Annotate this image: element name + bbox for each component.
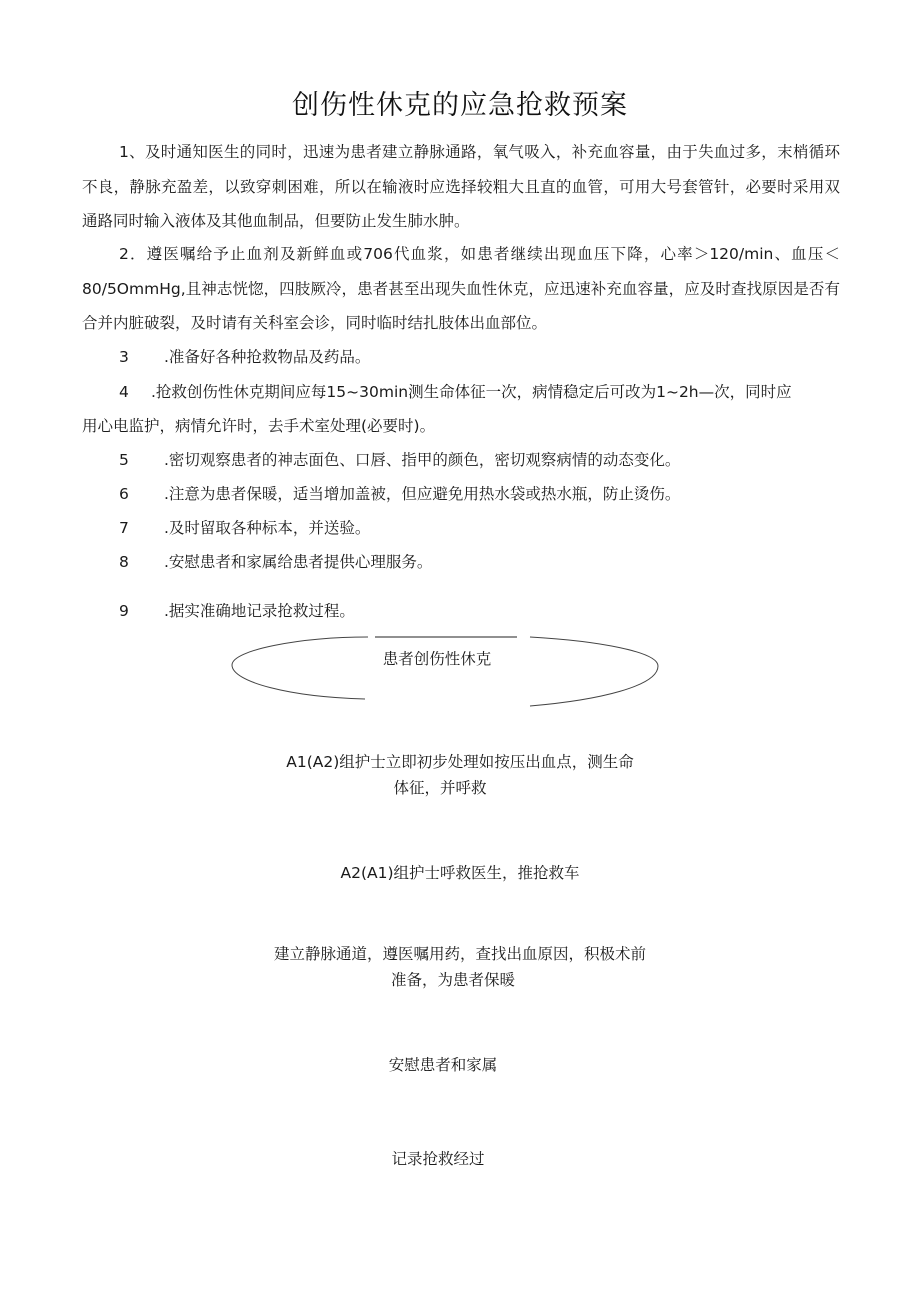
flowchart-step-5	[0, 1146, 920, 1172]
list-item-7	[119, 511, 370, 545]
list-item-6	[119, 477, 680, 511]
list-item-number: 6	[119, 485, 129, 503]
list-item-number: 3	[119, 348, 129, 366]
list-item-4-continuation	[82, 409, 435, 443]
flowchart-step-5-text: 记录抢救经过	[391, 1150, 485, 1168]
flowchart-step-1	[0, 749, 920, 801]
flowchart-step-4-text: 安慰患者和家属	[388, 1056, 498, 1074]
list-item-text: .密切观察患者的神志面色、口唇、指甲的颜色，密切观察病情的动态变化。	[164, 451, 681, 469]
page-title: 创伤性休克的应急抢救预案	[292, 90, 628, 121]
paragraph-2-text: 2．遵医嘱给予止血剂及新鲜血或706代血浆，如患者继续出现血压下降，心率＞120/min、血压＜80/5OmmHg,且神志恍惚，四肢厥冷，患者甚至出现失血性休克，应迅速补充血容量，应及时查找原因是否有合并内脏破裂，及时请有关科室会诊，同时临时结扎肢体出血部位。	[82, 245, 840, 332]
list-item-8	[119, 545, 432, 579]
flowchart-step-4	[0, 1052, 920, 1078]
list-item-3	[119, 340, 370, 374]
flowchart-step-3-line-1: 建立静脉通道，遵医嘱用药，查找出血原因，积极术前	[273, 945, 646, 963]
list-item-number: 8	[119, 553, 129, 571]
list-item-5	[119, 443, 680, 477]
list-item-text: .及时留取各种标本，并送验。	[164, 519, 371, 537]
list-item-number: 5	[119, 451, 129, 469]
list-item-text: .注意为患者保暖，适当增加盖被，但应避免用热水袋或热水瓶，防止烫伤。	[164, 485, 681, 503]
flowchart-step-3	[0, 941, 920, 993]
paragraph-2	[82, 237, 840, 341]
paragraph-1-text: 1、及时通知医生的同时，迅速为患者建立静脉通路，氧气吸入，补充血容量，由于失血过多，末梢循环不良，静脉充盈差，以致穿刺困难，所以在输液时应选择较粗大且直的血管，可用大号套管针，必要时采用双通路同时输入液体及其他血制品，但要防止发生肺水肿。	[82, 143, 840, 230]
flowchart-step-1-line-1: A1(A2)组护士立即初步处理如按压出血点，测生命	[286, 753, 634, 771]
flowchart-step-2	[0, 860, 920, 886]
flowchart-step-2-text: A2(A1)组护士呼救医生，推抢救车	[340, 864, 580, 882]
list-item-number: 7	[119, 519, 129, 537]
list-item-number: 9	[119, 602, 129, 620]
list-item-text: .准备好各种抢救物品及药品。	[164, 348, 371, 366]
flowchart-step-3-line-2: 准备，为患者保暖	[390, 971, 515, 989]
flowchart-step-1-line-2: 体征，并呼救	[393, 779, 487, 797]
list-item-number: 4	[119, 383, 129, 401]
list-item-text: 用心电监护，病情允许时，去手术室处理(必要时)。	[82, 417, 436, 435]
paragraph-1	[82, 135, 840, 239]
list-item-text: .抢救创伤性休克期间应每15~30min测生命体征一次，病情稳定后可改为1~2h—次，同时应	[151, 383, 792, 401]
flowchart-start-text: 患者创伤性休克	[382, 650, 492, 668]
flowchart-start	[0, 646, 920, 672]
list-item-4	[119, 375, 792, 409]
list-item-text: .安慰患者和家属给患者提供心理服务。	[164, 553, 433, 571]
list-item-text: .据实准确地记录抢救过程。	[164, 602, 355, 620]
